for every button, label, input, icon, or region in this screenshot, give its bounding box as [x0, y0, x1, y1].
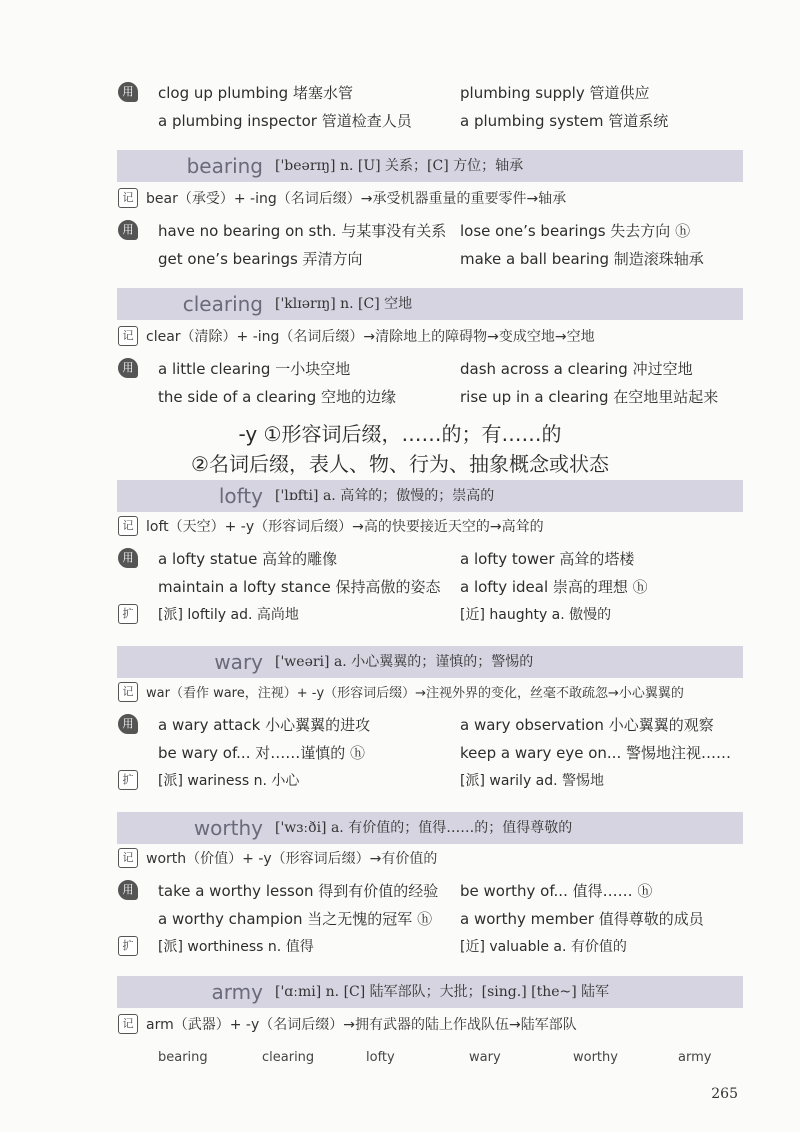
memory-note: bear（承受）+ -ing（名词后缀）→承受机器重量的重要零件→轴承 [146, 191, 567, 207]
entry-header-worthy [117, 812, 743, 844]
footer-word: clearing [262, 1050, 315, 1065]
synonym: [近] haughty a. 傲慢的 [460, 607, 612, 623]
headword: bearing [186, 154, 263, 178]
use-row [0, 880, 800, 904]
definition: ['weəri] a. 小心翼翼的；谨慎的；警惕的 [275, 654, 534, 670]
memory-note: clear（清除）+ -ing（名词后缀）→清除地上的障碍物→变成空地→空地 [146, 329, 595, 345]
headword: wary [214, 650, 263, 674]
extension-icon: 扩 [118, 936, 138, 956]
footer-word: wary [469, 1050, 501, 1065]
memory-row [0, 682, 800, 706]
use-row [0, 220, 800, 244]
use-phrase: plumbing supply 管道供应 [460, 84, 650, 102]
derivative: [派] loftily ad. 高尚地 [158, 607, 299, 623]
use-phrase: rise up in a clearing 在空地里站起来 [460, 388, 719, 406]
derivative: [派] wariness n. 小心 [158, 773, 300, 789]
memory-icon: 记 [118, 516, 138, 536]
memory-icon: 记 [118, 188, 138, 208]
memory-row [0, 848, 800, 872]
use-phrase: clog up plumbing 堵塞水管 [158, 84, 353, 102]
headword: army [211, 980, 263, 1004]
memory-icon: 记 [118, 848, 138, 868]
memory-icon: 记 [118, 1014, 138, 1034]
use-icon: 用 [118, 82, 138, 102]
use-icon: 用 [118, 548, 138, 568]
extension-icon: 扩 [118, 604, 138, 624]
definition: ['wɜːði] a. 有价值的；值得……的；值得尊敬的 [275, 820, 573, 836]
extension-icon: 扩 [118, 770, 138, 790]
definition: ['ɑːmi] n. [C] 陆军部队；大批；[sing.] [the~] 陆军 [275, 984, 610, 1000]
entry-header-lofty [117, 480, 743, 512]
use-phrase: a lofty tower 高耸的塔楼 [460, 550, 635, 568]
entry-header-wary [117, 646, 743, 678]
footer-word: bearing [158, 1050, 208, 1065]
memory-row [0, 188, 800, 212]
use-phrase: take a worthy lesson 得到有价值的经验 [158, 882, 439, 900]
use-row [0, 908, 800, 932]
memory-icon: 记 [118, 682, 138, 702]
use-phrase: dash across a clearing 冲过空地 [460, 360, 693, 378]
use-row [0, 742, 800, 766]
memory-row [0, 1014, 800, 1038]
definition: ['lɒfti] a. 高耸的；傲慢的；崇高的 [275, 488, 495, 504]
use-phrase: make a ball bearing 制造滚珠轴承 [460, 250, 704, 268]
use-row [0, 548, 800, 572]
derivative: [派] warily ad. 警惕地 [460, 773, 605, 789]
headword: worthy [193, 816, 263, 840]
use-row [0, 358, 800, 382]
definition: ['klɪərɪŋ] n. [C] 空地 [275, 296, 413, 312]
extension-row [0, 770, 800, 794]
memory-row [0, 326, 800, 350]
use-phrase: maintain a lofty stance 保持高傲的姿态 [158, 578, 441, 596]
use-phrase: a wary attack 小心翼翼的进攻 [158, 716, 371, 734]
use-phrase: a worthy member 值得尊敬的成员 [460, 910, 704, 928]
extension-row [0, 604, 800, 628]
use-phrase: get one’s bearings 弄清方向 [158, 250, 363, 268]
headword: clearing [182, 292, 263, 316]
page-number: 265 [711, 1086, 738, 1102]
use-phrase: be wary of... 对……谨慎的 ⓗ [158, 744, 365, 762]
footer-word: army [678, 1050, 712, 1065]
entry-header-bearing [117, 150, 743, 182]
footer-word: worthy [573, 1050, 618, 1065]
suffix-heading-line-2: ②名词后缀，表人、物、行为、抽象概念或状态 [191, 452, 609, 476]
definition: ['beərɪŋ] n. [U] 关系；[C] 方位；轴承 [275, 158, 524, 174]
use-row [0, 386, 800, 410]
headword: lofty [218, 484, 263, 508]
use-row [0, 714, 800, 738]
entry-header-army [117, 976, 743, 1008]
extension-row [0, 936, 800, 960]
suffix-heading-line-1: -y ①形容词后缀，……的；有……的 [238, 422, 562, 446]
memory-row [0, 516, 800, 540]
memory-note: worth（价值）+ -y（形容词后缀）→有价值的 [146, 851, 438, 867]
use-phrase: the side of a clearing 空地的边缘 [158, 388, 397, 406]
memory-icon: 记 [118, 326, 138, 346]
synonym: [近] valuable a. 有价值的 [460, 939, 627, 955]
memory-note: arm（武器）+ -y（名词后缀）→拥有武器的陆上作战队伍→陆军部队 [146, 1017, 577, 1033]
entry-header-clearing [117, 288, 743, 320]
plumbing-use-row-2 [0, 110, 800, 134]
use-icon: 用 [118, 714, 138, 734]
use-phrase: be worthy of... 值得…… ⓗ [460, 882, 653, 900]
use-phrase: a worthy champion 当之无愧的冠军 ⓗ [158, 910, 433, 928]
memory-note: loft（天空）+ -y（形容词后缀）→高的快要接近天空的→高耸的 [146, 519, 544, 535]
use-icon: 用 [118, 880, 138, 900]
use-phrase: keep a wary eye on... 警惕地注视…… [460, 744, 731, 762]
use-row [0, 576, 800, 600]
derivative: [派] worthiness n. 值得 [158, 939, 314, 955]
use-phrase: a wary observation 小心翼翼的观察 [460, 716, 714, 734]
use-phrase: a plumbing inspector 管道检查人员 [158, 112, 412, 130]
plumbing-use-row-1 [0, 82, 800, 106]
footer-word: lofty [366, 1050, 395, 1065]
use-phrase: have no bearing on sth. 与某事没有关系 [158, 222, 447, 240]
memory-note: war（看作 ware，注视）+ -y（形容词后缀）→注视外界的变化，丝毫不敢疏忽→小心翼翼的 [146, 686, 684, 701]
use-icon: 用 [118, 358, 138, 378]
use-phrase: lose one’s bearings 失去方向 ⓗ [460, 222, 691, 240]
use-phrase: a little clearing 一小块空地 [158, 360, 351, 378]
use-phrase: a plumbing system 管道系统 [460, 112, 669, 130]
use-phrase: a lofty statue 高耸的雕像 [158, 550, 338, 568]
use-row [0, 248, 800, 272]
use-phrase: a lofty ideal 崇高的理想 ⓗ [460, 578, 648, 596]
use-icon: 用 [118, 220, 138, 240]
